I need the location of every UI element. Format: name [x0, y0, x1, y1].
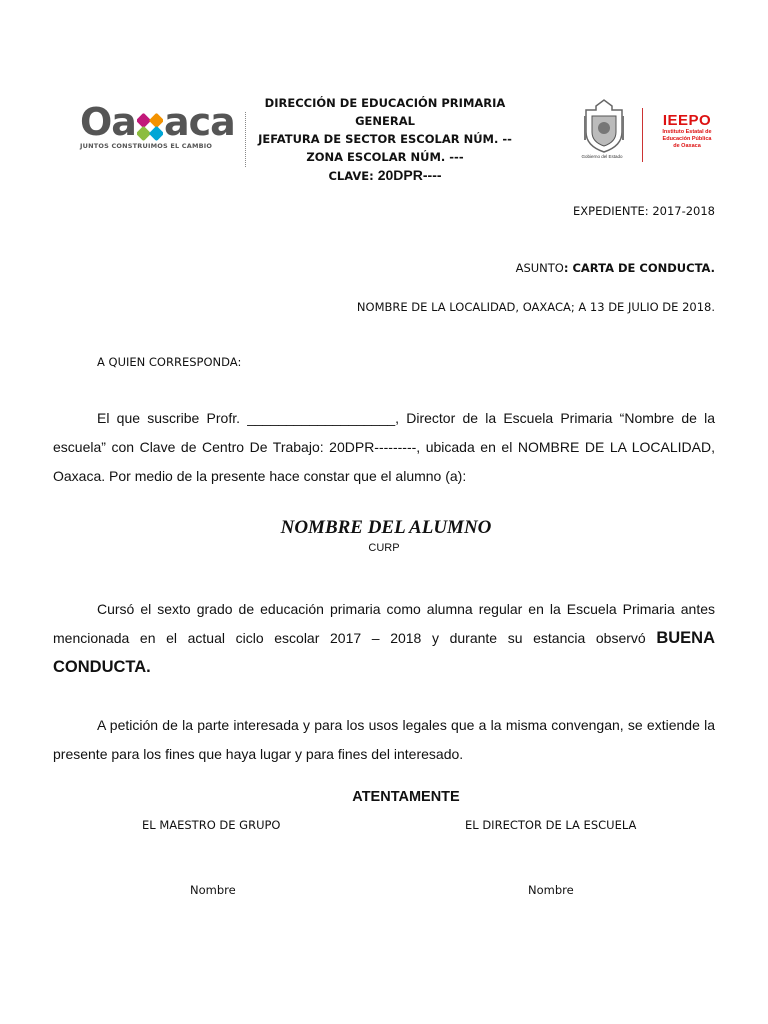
gobierno-emblem-icon: [580, 96, 628, 162]
paragraph-closing-text: A petición de la parte interesada y para los usos legales que a la misma convengan, se extiende la presente para los fines que haya lugar y para fines del interesado.: [53, 717, 715, 762]
place-date-line: NOMBRE DE LA LOCALIDAD, OAXACA; A 13 DE JULIO DE 2018.: [356, 300, 715, 314]
ieepo-name: IEEPO: [662, 112, 712, 129]
closing-atentamente: ATENTAMENTE: [352, 789, 460, 805]
clave-label: CLAVE:: [328, 169, 374, 183]
oaxaca-x-mark-icon: [137, 107, 163, 137]
paragraph-intro: [53, 404, 715, 491]
ieepo-logo: [652, 112, 722, 150]
header-line-zona: ZONA ESCOLAR NÚM. ---: [306, 150, 464, 164]
paragraph-conduct-text: Cursó el sexto grado de educación primaria como alumna regular en la Escuela Primaria antes mencionada en el actual ciclo escolar 2017 – 2018 y durante su estancia observó: [53, 601, 715, 646]
paragraph-intro-text: El que suscribe Profr. ___________________, Director de la Escuela Primaria “Nombre de la escuela” con Clave de Centro De Trabajo: 20DPR---------, ubicada en el NOMBRE DE LA LOCALIDAD, Oaxaca. Por medio de la presente hace constar que el alumno (a):: [53, 410, 715, 484]
signature-name-teacher: Nombre: [190, 883, 236, 897]
paragraph-closing: [53, 711, 715, 769]
header-line-jefatura: JEFATURA DE SECTOR ESCOLAR NÚM. --: [258, 132, 512, 146]
paragraph-conduct: [53, 595, 715, 682]
clave-value: 20DPR----: [377, 167, 442, 183]
student-curp: CURP: [368, 542, 400, 554]
ieepo-subtitle-3: de Oaxaca: [673, 143, 701, 149]
gobierno-caption: Gobierno del Estado: [581, 154, 623, 159]
asunto-label: ASUNTO: [515, 261, 564, 275]
ieepo-subtitle-1: Instituto Estatal de: [662, 129, 712, 135]
signature-title-teacher: EL MAESTRO DE GRUPO: [142, 818, 281, 832]
conduct-emphasis: BUENA CONDUCTA.: [53, 629, 715, 676]
ieepo-subtitle-2: Educación Pública: [662, 136, 712, 142]
student-name: NOMBRE DEL ALUMNO: [280, 517, 492, 538]
signature-title-director: EL DIRECTOR DE LA ESCUELA: [465, 818, 637, 832]
expediente-line: EXPEDIENTE: 2017-2018: [573, 204, 715, 218]
signature-name-director: Nombre: [528, 883, 574, 897]
header-line-clave: [240, 166, 530, 185]
ieepo-divider: [642, 108, 643, 162]
oaxaca-logo: [80, 100, 238, 160]
header-line-direccion: DIRECCIÓN DE EDUCACIÓN PRIMARIA GENERAL: [264, 96, 506, 128]
oaxaca-logo-tagline: JUNTOS CONSTRUIMOS EL CAMBIO: [80, 142, 213, 150]
asunto-line: [516, 261, 715, 275]
oaxaca-logo-wordmark: Oa aca: [80, 100, 235, 144]
asunto-value: : CARTA DE CONDUCTA.: [563, 261, 715, 275]
institution-header: [240, 94, 530, 185]
salutation: A QUIEN CORRESPONDA:: [97, 355, 242, 369]
